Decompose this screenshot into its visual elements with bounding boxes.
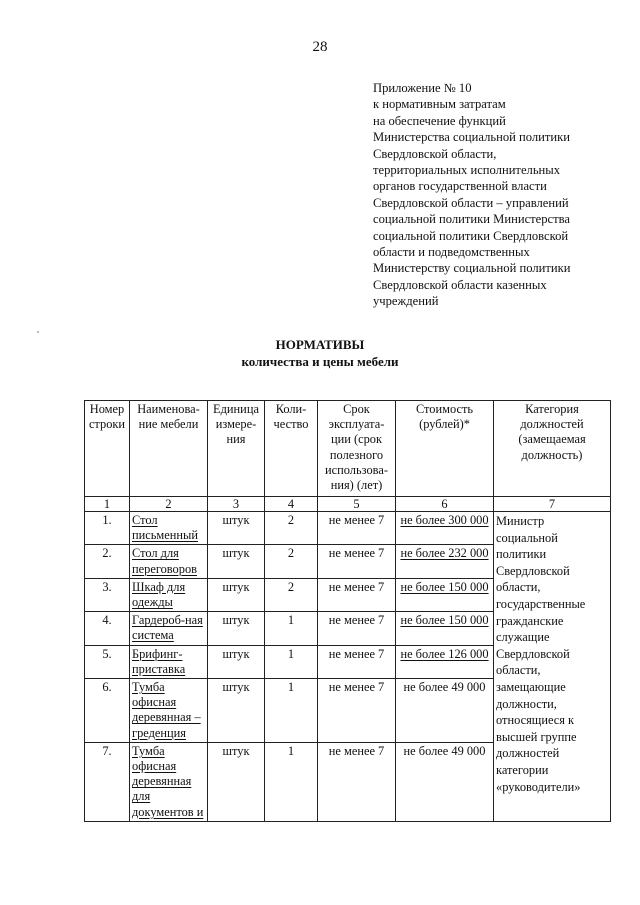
cost: не более 126 000 <box>396 645 494 678</box>
title-sub: количества и цены мебели <box>241 354 399 369</box>
row-number: 4. <box>85 612 130 645</box>
furniture-name: Стол для переговоров <box>130 545 208 578</box>
header-cost: Стоимость (рублей)* <box>396 401 494 497</box>
cost: не более 300 000 <box>396 512 494 545</box>
appendix-line: социальной политики Свердловской <box>373 228 569 243</box>
column-number: 7 <box>494 497 611 512</box>
appendix-line: Свердловской области – управлений <box>373 195 569 210</box>
header-furniture-name: Наименова-ние мебели <box>130 401 208 497</box>
service-life: не менее 7 <box>318 545 396 578</box>
scan-speck <box>37 331 39 333</box>
document-title <box>0 336 640 370</box>
quantity: 1 <box>265 742 318 821</box>
column-number: 5 <box>318 497 396 512</box>
header-position-category: Категория должностей (замещаемая должность) <box>494 401 611 497</box>
unit: штук <box>208 612 265 645</box>
service-life: не менее 7 <box>318 742 396 821</box>
quantity: 1 <box>265 645 318 678</box>
service-life: не менее 7 <box>318 645 396 678</box>
row-number: 1. <box>85 512 130 545</box>
appendix-line: Свердловской области, <box>373 146 497 161</box>
title-main: НОРМАТИВЫ <box>275 337 365 352</box>
cost: не более 150 000 <box>396 612 494 645</box>
furniture-name: Тумба офисная деревянная для документов и <box>130 742 208 821</box>
table-row <box>85 512 611 545</box>
service-life: не менее 7 <box>318 512 396 545</box>
row-number: 3. <box>85 578 130 611</box>
appendix-line: Приложение № 10 <box>373 81 472 95</box>
column-number: 1 <box>85 497 130 512</box>
unit: штук <box>208 645 265 678</box>
unit: штук <box>208 578 265 611</box>
furniture-name: Брифинг-приставка <box>130 645 208 678</box>
column-number: 3 <box>208 497 265 512</box>
column-number: 2 <box>130 497 208 512</box>
appendix-line: области и подведомственных <box>373 245 530 260</box>
header-row-number: Номер строки <box>85 401 130 497</box>
row-number: 6. <box>85 679 130 743</box>
page-number: 28 <box>312 39 328 55</box>
column-number: 4 <box>265 497 318 512</box>
quantity: 1 <box>265 679 318 743</box>
unit: штук <box>208 742 265 821</box>
appendix-line: территориальных исполнительных <box>373 163 561 178</box>
unit: штук <box>208 512 265 545</box>
service-life: не менее 7 <box>318 612 396 645</box>
furniture-norms-table <box>84 400 611 822</box>
header-quantity: Коли-чество <box>265 401 318 497</box>
cost: не более 232 000 <box>396 545 494 578</box>
appendix-caption <box>373 80 613 310</box>
furniture-name: Тумба офисная деревянная – греденция <box>130 679 208 743</box>
quantity: 2 <box>265 545 318 578</box>
furniture-name: Стол письменный <box>130 512 208 545</box>
furniture-name: Шкаф для одежды <box>130 578 208 611</box>
furniture-name: Гардероб-ная система <box>130 612 208 645</box>
cost: не более 49 000 <box>396 679 494 743</box>
appendix-line: Министерства социальной политики <box>373 130 571 145</box>
column-numbers-row <box>85 497 611 512</box>
appendix-line: на обеспечение функций <box>373 113 506 128</box>
unit: штук <box>208 679 265 743</box>
cost: не более 49 000 <box>396 742 494 821</box>
appendix-line: Министерству социальной политики <box>373 261 571 276</box>
row-number: 5. <box>85 645 130 678</box>
header-service-life: Срок эксплуата-ции (срок полезного использова-ния) (лет) <box>318 401 396 497</box>
appendix-line: органов государственной власти <box>373 179 547 194</box>
quantity: 1 <box>265 612 318 645</box>
unit: штук <box>208 545 265 578</box>
appendix-line: учреждений <box>373 294 439 309</box>
column-number: 6 <box>396 497 494 512</box>
quantity: 2 <box>265 512 318 545</box>
row-number: 7. <box>85 742 130 821</box>
row-number: 2. <box>85 545 130 578</box>
appendix-line: Свердловской области казенных <box>373 277 547 292</box>
appendix-line: социальной политики Министерства <box>373 212 571 227</box>
cost: не более 150 000 <box>396 578 494 611</box>
quantity: 2 <box>265 578 318 611</box>
service-life: не менее 7 <box>318 578 396 611</box>
position-category: Министр социальной политики Свердловской области, государственные гражданские служащие Свердловской области, замещающие должности, относящиеся к высшей группе должностей категории «руководители» <box>494 512 611 822</box>
service-life: не менее 7 <box>318 679 396 743</box>
appendix-line: к нормативным затратам <box>373 97 506 112</box>
header-unit: Единица измере-ния <box>208 401 265 497</box>
